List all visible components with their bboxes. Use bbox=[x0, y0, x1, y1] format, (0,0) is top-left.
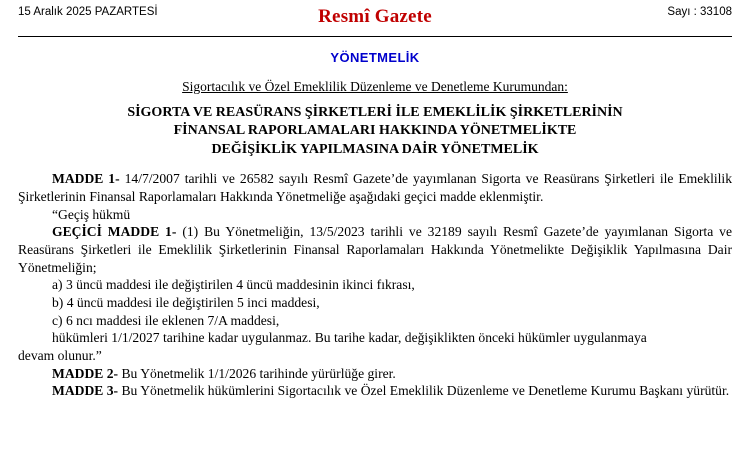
article-3-text: Bu Yönetmelik hükümlerini Sigortacılık ve Özel Emeklilik Düzenleme ve Denetleme Kurumu Başkanı yürütür. bbox=[118, 383, 730, 399]
article-3-number: MADDE 3- bbox=[52, 383, 119, 399]
masthead-title: Resmî Gazete bbox=[318, 6, 432, 27]
regulation-title-line-1: SİGORTA VE REASÜRANS ŞİRKETLERİ İLE EMEKLİLİK ŞİRKETLERİNİN bbox=[127, 105, 623, 120]
quote-open-line: “Geçiş hükmü bbox=[52, 206, 131, 222]
masthead-date: 15 Aralık 2025 PAZARTESİ bbox=[18, 6, 158, 18]
article-2-number: MADDE 2- bbox=[52, 365, 119, 381]
list-item-c: c) 6 ncı maddesi ile eklenen 7/A maddesi, bbox=[52, 312, 280, 328]
article-1-text: 14/7/2007 tarihli ve 26582 sayılı Resmî Gazete’de yayımlanan Sigorta ve Reasürans Şirketleri ile Emeklilik Şirketlerinin Finansal Raporlamaları Hakkında Yönetmeliğe aşağıdaki geçici madde eklenmiştir. bbox=[18, 171, 732, 205]
masthead bbox=[18, 0, 732, 34]
article-2-paragraph bbox=[18, 365, 732, 383]
article-2-text: Bu Yönetmelik 1/1/2026 tarihinde yürürlüğe girer. bbox=[118, 365, 396, 381]
list-item-b: b) 4 üncü maddesi ile değiştirilen 5 inci maddesi, bbox=[52, 295, 320, 311]
provisional-article-paragraph bbox=[18, 223, 732, 276]
provisional-closing-rest: devam olunur.” bbox=[18, 348, 102, 364]
regulation-title-line-2: FİNANSAL RAPORLAMALARI HAKKINDA YÖNETMELİKTE bbox=[173, 123, 577, 139]
list-item-a: a) 3 üncü maddesi ile değiştirilen 4 üncü maddesinin ikinci fıkrası, bbox=[52, 277, 415, 293]
provisional-article-text: (1) Bu Yönetmeliğin, 13/5/2023 tarihli ve 32189 sayılı Resmî Gazete’de yayımlanan Sigorta ve Reasürans Şirketleri ile Emeklilik Şirketlerinin Finansal Raporlamaları Hakkında Yönetmelikte Değişiklik Yapılmasına Dair Yönetmeliğin; bbox=[18, 224, 732, 275]
provisional-article-number: GEÇİCİ MADDE 1- bbox=[52, 224, 177, 240]
issuing-authority: Sigortacılık ve Özel Emeklilik Düzenleme ve Denetleme Kurumundan: bbox=[182, 79, 568, 94]
regulation-title-line-3: DEĞİŞİKLİK YAPILMASINA DAİR YÖNETMELİK bbox=[211, 141, 539, 157]
regulation-title bbox=[18, 104, 732, 159]
article-1-number: MADDE 1- bbox=[52, 171, 120, 187]
masthead-issue-number: Sayı : 33108 bbox=[667, 6, 732, 18]
article-3-paragraph bbox=[18, 382, 732, 400]
masthead-divider bbox=[18, 36, 732, 37]
article-1-paragraph bbox=[18, 170, 732, 205]
document-type-heading: YÖNETMELİK bbox=[330, 50, 420, 65]
document-body bbox=[18, 170, 732, 400]
provisional-closing-line: hükümleri 1/1/2027 tarihine kadar uygulanmaz. Bu tarihe kadar, değişiklikten önceki hükümler uygulanmaya bbox=[52, 330, 647, 346]
